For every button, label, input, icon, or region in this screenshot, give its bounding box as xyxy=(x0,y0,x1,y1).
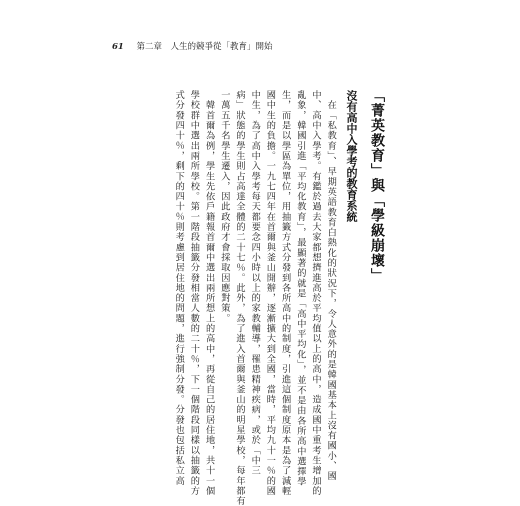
text-column: 在「私教育」、早期英語教育白熱化的狀況下，令人意外的是韓國基本上沒有國小、國 xyxy=(325,90,337,482)
page-number: 61 xyxy=(112,42,124,52)
text-column: 學校群中選出兩所學校。第一階段抽籤分發相當人數的二十％，下一個階段同樣以抽籤的方 xyxy=(188,90,200,496)
running-header xyxy=(112,40,273,52)
text-column: 亂象，韓國引進「平均化教育」，最顯著的就是「高中平均化」，並不是由各所高中選擇學 xyxy=(294,90,306,487)
chapter-title: 第二章 人生的競爭從「教育」開始 xyxy=(136,42,273,52)
text-column: 國中生的負擔。一九七四年在首爾與釜山開辦，逐漸擴大到全國，當時，平均九十一％的國 xyxy=(264,90,276,496)
text-column: 中、高中入學考。有鑑於過去大家都想擠進高於平均值以上的高中，造成國中重考生增加的 xyxy=(310,90,321,496)
section-title: 「菁英教育」與「學級崩壞」 xyxy=(369,88,385,283)
text-column: 生，而是以學區為單位，用抽籤方式分發到各所高中的制度，引進這個制度原本是為了減輕 xyxy=(279,90,291,496)
text-column: 韓首爾為例，學生先依戶籍報首爾中選出兩所想上的高中，再從自己的居住地，共十一個 xyxy=(203,90,215,496)
text-column: 一萬五千名學生遷入，因此政府才會採取因應對策。 xyxy=(218,90,230,324)
text-column: 中生，為了高中入學考每天都要念四小時以上的家教輔導，罹患精神疾病，或於「中三 xyxy=(249,90,261,476)
text-column: 病」狀態的學生則占高達全體的二十七％。此外，為了進入首爾與釜山的明星學校，每年都有 xyxy=(234,90,245,506)
text-column: 式分發四十％，剩下的四十％則考慮到居住地的問題，進行強制分發。分發也包括私立高 xyxy=(173,90,185,486)
subhead: 沒有高中入學考的教育系統 xyxy=(345,90,358,222)
